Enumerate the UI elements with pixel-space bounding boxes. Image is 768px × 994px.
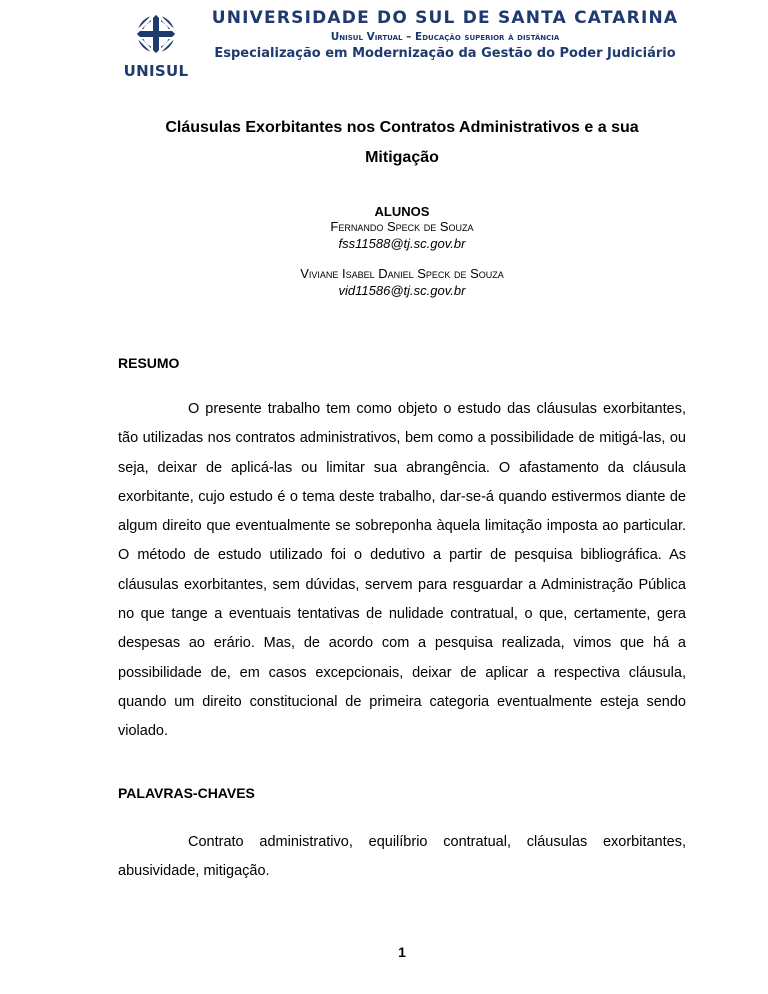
- document-header: [0, 0, 768, 90]
- author-name: Viviane Isabel Daniel Speck de Souza: [300, 266, 504, 281]
- keywords-heading: PALAVRAS-CHAVES: [118, 785, 255, 801]
- unisul-emblem-icon: [131, 10, 181, 60]
- abstract-text: O presente trabalho tem como objeto o estudo das cláusulas exorbitantes, tão utilizadas nos contratos administrativos, bem como a possibilidade de mitigá-las, ou seja, deixar de aplicá-las ou limitar sua abrangência. O afastamento da cláusula exorbitante, cujo estudo é o tema deste trabalho, dar-se-á quando estivermos diante de algum direito que eventualmente se sobreponha àquela limitação imposta ao particular. O método de estudo utilizado foi o dedutivo a partir de pesquisa bibliográfica. As cláusulas exorbitantes, sem dúvidas, servem para resguardar a Administração Pública no que tange a eventuais tentativas de nulidade contratual, o que, certamente, gera despesas ao erário. Mas, de acordo com a pesquisa realizada, vimos que há a possibilidade de, em casos excepcionais, deixar de aplicar a respectiva cláusula, quando um direito constitucional de primeira categoria eventualmente esteja sendo violado.: [118, 401, 686, 740]
- unisul-virtual-line: Unisul Virtual – Educação superior à distância: [330, 31, 560, 43]
- university-name: UNIVERSIDADE DO SUL DE SANTA CATARINA: [211, 8, 679, 28]
- author-email: vid11586@tj.sc.gov.br: [338, 283, 466, 298]
- authors-block: [118, 204, 686, 299]
- logo-text: UNISUL: [123, 62, 189, 80]
- document-title: [118, 113, 686, 173]
- abstract-heading: RESUMO: [118, 355, 180, 371]
- author-email: fss11588@tj.sc.gov.br: [338, 236, 466, 251]
- specialization-line: Especialização em Modernização da Gestão do Poder Judiciário: [214, 46, 676, 61]
- author-name: Fernando Speck de Souza: [330, 219, 474, 234]
- title-line-1: Cláusulas Exorbitantes nos Contratos Administrativos e a sua: [165, 119, 639, 136]
- authors-label: ALUNOS: [374, 204, 430, 219]
- page-number: 1: [398, 944, 406, 960]
- unisul-logo: [117, 10, 195, 80]
- title-line-2: Mitigação: [365, 149, 439, 166]
- keywords-text: Contrato administrativo, equilíbrio contratual, cláusulas exorbitantes, abusividade, mitigação.: [118, 834, 686, 880]
